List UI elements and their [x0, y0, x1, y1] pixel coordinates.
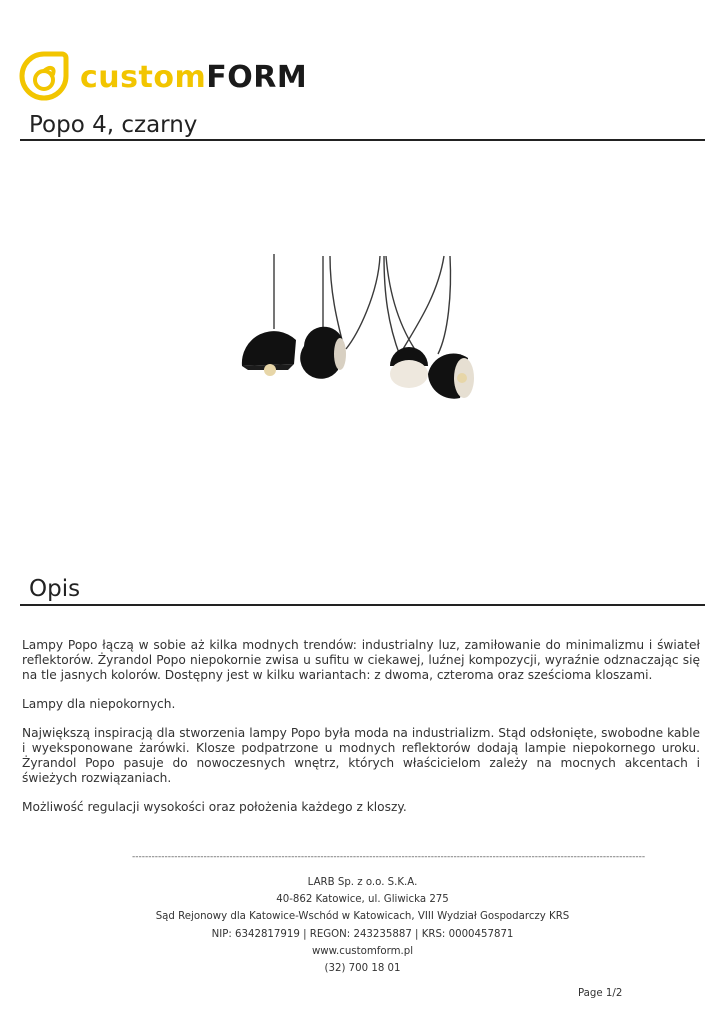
description-paragraph: Lampy dla niepokornych.: [22, 697, 176, 711]
logo-text-accent: custom: [80, 60, 207, 95]
footer: [0, 874, 725, 977]
page-title: Popo 4, czarny: [29, 112, 198, 138]
description-paragraph: Największą inspiracją dla stworzenia lampy Popo była moda na industrializm. Stąd odsłonięte, swobodne kable i wyeksponowane żarówki. Klosze podpatrzone u modnych reflektorów dodają lampie niepokornego uroku. Żyrandol Popo pasuje do nowoczesnych wnętrz, których właścicielom zależy na mocnych akcentach i świeżych rozwiązaniach.: [22, 726, 700, 785]
customform-logo: [18, 50, 308, 106]
description-paragraph: Lampy Popo łączą w sobie aż kilka modnych trendów: industrialny luz, zamiłowanie do minimalizmu i świateł reflektorów. Żyrandol Popo niepokornie zwisa u sufitu w ciekawej, luźnej kompozycji, wyraźnie odznaczając się na tle jasnych kolorów. Dostępny jest w kilku wariantach: z dwoma, czteroma oraz sześcioma kloszami.: [22, 638, 700, 682]
footer-ids: NIP: 6342817919 | REGON: 243235887 | KRS: 0000457871: [211, 928, 514, 940]
footer-company: LARB Sp. z o.o. S.K.A.: [307, 877, 418, 888]
logo-mark-icon: [18, 50, 70, 106]
logo-text-main: FORM: [206, 60, 308, 95]
section-heading-opis: Opis: [29, 576, 81, 602]
title-divider: [20, 139, 705, 141]
footer-separator: --------------------------------------------------------------------------------------------------------------------------------------------------------------: [132, 852, 646, 862]
page-number: Page 1/2: [578, 988, 623, 999]
footer-court: Sąd Rejonowy dla Katowice-Wschód w Katowicach, VIII Wydział Gospodarczy KRS: [155, 911, 570, 923]
product-photo: [238, 254, 478, 414]
logo-wordmark: [80, 60, 307, 96]
description-paragraph: Możliwość regulacji wysokości oraz położenia każdego z kloszy.: [22, 800, 407, 814]
section-divider: [20, 604, 705, 606]
footer-website[interactable]: www.customform.pl: [311, 945, 414, 957]
footer-address: 40-862 Katowice, ul. Gliwicka 275: [276, 894, 449, 906]
footer-phone: (32) 700 18 01: [324, 963, 401, 975]
description-body: [22, 638, 700, 829]
